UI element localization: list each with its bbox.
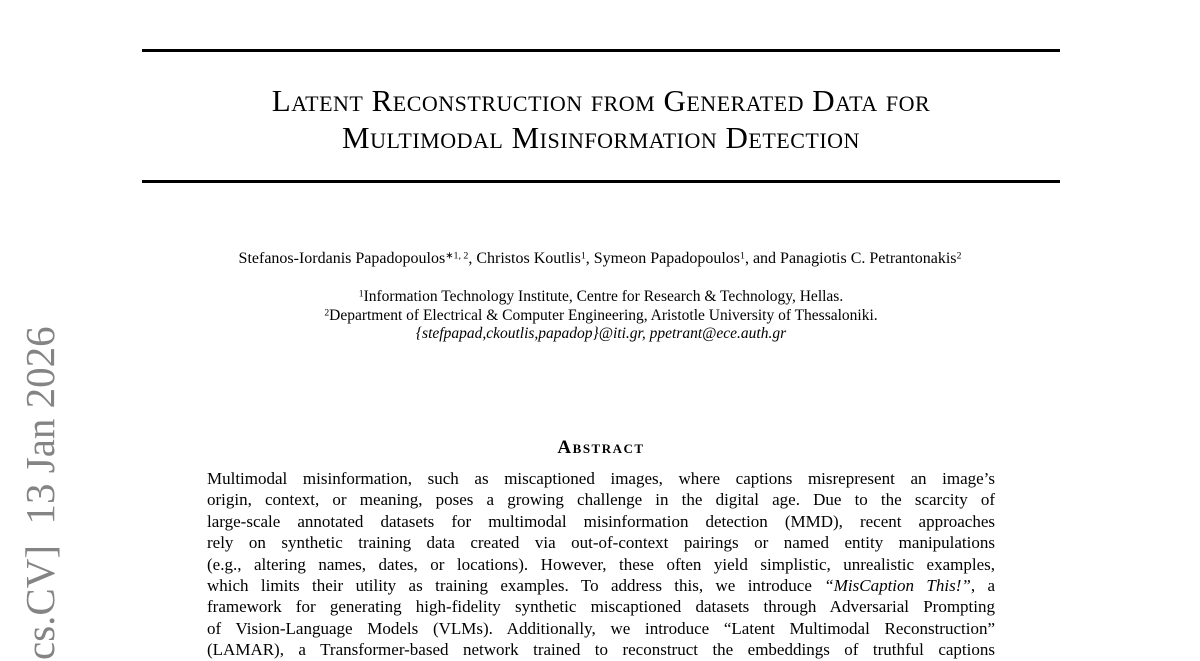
abstract-line: Multimodal misinformation, such as miscaptioned images, where captions misrepresent an image’s: [207, 469, 995, 488]
abstract-line: origin, context, or meaning, poses a growing challenge in the digital age. Due to the scarcity of: [207, 490, 995, 510]
affiliation-line: [142, 288, 1060, 307]
affiliation-line: [142, 307, 1060, 326]
abstract-text-segment: , a: [970, 576, 995, 596]
title-rule-bottom: [142, 180, 1060, 183]
affiliations-block: [142, 288, 1060, 344]
author-affiliation-marker: 2: [956, 250, 962, 262]
paper-title-line1: Latent Reconstruction from Generated Data for: [271, 83, 931, 118]
author-line: [100, 248, 1100, 270]
affiliation-text: Department of Electrical & Computer Engineering, Aristotle University of Thessaloniki.: [329, 306, 878, 324]
author-affiliation-marker: 1: [580, 250, 586, 262]
abstract-body: [207, 468, 995, 661]
abstract-line: large-scale annotated datasets for multimodal misinformation detection (MMD), recent approaches: [207, 511, 995, 531]
paper-title-line2: Multimodal Misinformation Detection: [342, 120, 860, 155]
author-name: , Christos Koutlis: [468, 250, 581, 267]
abstract-line: rely on synthetic training data created via out-of-context pairings or named entity manipulations: [207, 533, 995, 553]
affiliation-text: Information Technology Institute, Centre for Research & Technology, Hellas.: [363, 288, 844, 305]
author-name: , Symeon Papadopoulos: [585, 250, 740, 267]
author-affiliation-marker: 1: [740, 250, 745, 262]
abstract-line: (e.g., altering names, dates, or locations). However, these often yield simplistic, unrealistic examples,: [207, 554, 995, 574]
affiliation-marker: 2: [324, 307, 330, 319]
author-name: , and Panagiotis C. Petrantonakis: [744, 250, 957, 267]
abstract-line: of Vision-Language Models (VLMs). Additionally, we introduce “Latent Multimodal Reconstruction”: [207, 618, 995, 638]
paper-title: [142, 82, 1060, 156]
abstract-text-segment: which limits their utility as training examples. To address this, we introduce: [207, 576, 825, 596]
author-emails: {stefpapad,ckoutlis,papadop}@iti.gr, ppetrant@ece.auth.gr: [415, 325, 787, 342]
arxiv-watermark: cs.CV] 13 Jan 2026: [17, 326, 63, 660]
abstract-line: (LAMAR), a Transformer-based network trained to reconstruct the embeddings of truthful captions: [207, 640, 995, 660]
abstract-line: [207, 575, 995, 596]
author-affiliation-marker: ∗1, 2: [445, 250, 469, 262]
title-rule-top: [142, 49, 1060, 52]
author-name: Stefanos-Iordanis Papadopoulos: [238, 250, 446, 267]
abstract-italic-phrase: “MisCaption This!”: [824, 576, 971, 596]
abstract-line: framework for generating high-fidelity synthetic miscaptioned datasets through Adversarial Prompting: [207, 597, 995, 617]
abstract-heading: Abstract: [557, 437, 645, 458]
affiliation-marker: 1: [358, 288, 364, 300]
